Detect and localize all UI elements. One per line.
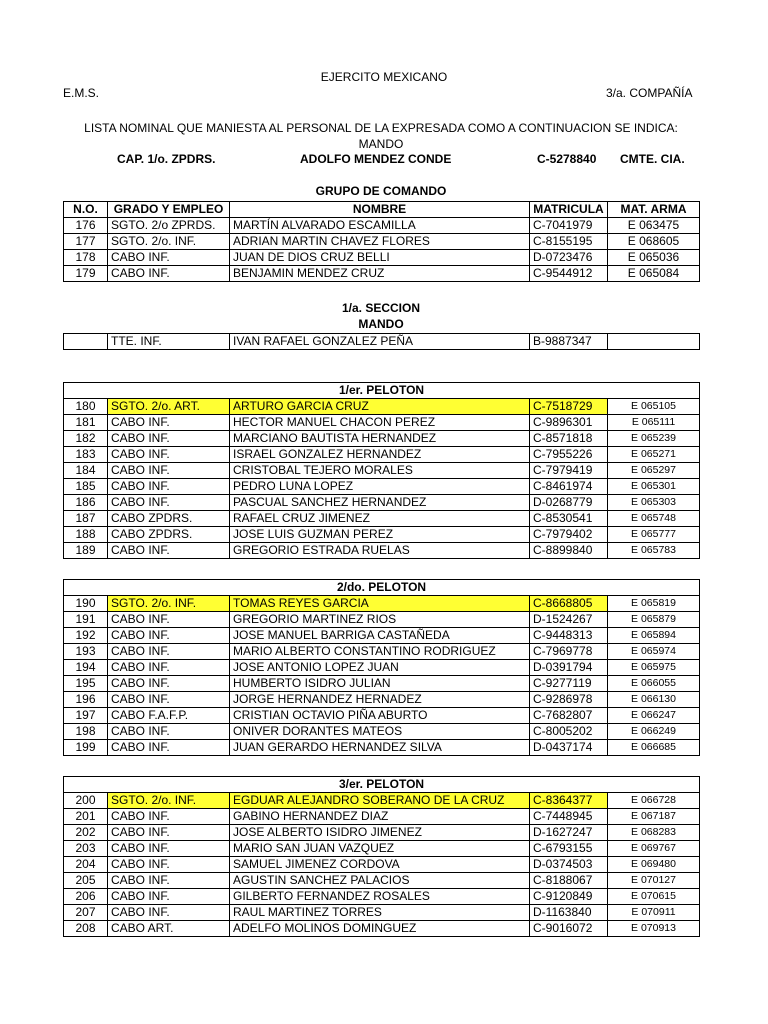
row-matricula: C-8461974 [530, 479, 608, 495]
row-grade: CABO INF. [108, 825, 230, 841]
row-name: PEDRO LUNA LOPEZ [230, 479, 530, 495]
row-name: CRISTIAN OCTAVIO PIÑA ABURTO [230, 708, 530, 724]
row-grade: CABO INF. [108, 628, 230, 644]
commander-role: CMTE. CIA. [620, 152, 685, 166]
row-grade: CABO INF. [108, 873, 230, 889]
table-row [64, 809, 700, 825]
row-name: GREGORIO ESTRADA RUELAS [230, 543, 530, 559]
row-matricula: C-8005202 [530, 724, 608, 740]
row-grade: CABO INF. [108, 841, 230, 857]
row-mat-arma: E 065271 [608, 447, 700, 463]
row-mat-arma: E 065879 [608, 612, 700, 628]
row-name: JOSE MANUEL BARRIGA CASTAÑEDA [230, 628, 530, 644]
row-mat-arma: E 068283 [608, 825, 700, 841]
row-grade: CABO INF. [108, 905, 230, 921]
row-grade: CABO ART. [108, 921, 230, 937]
table-row [64, 234, 700, 250]
table-row [64, 841, 700, 857]
header-left: E.M.S. [63, 86, 100, 100]
row-mat-arma: E 066055 [608, 676, 700, 692]
row-matricula: C-9286978 [530, 692, 608, 708]
row-number: 177 [64, 234, 108, 250]
row-matricula: D-0723476 [530, 250, 608, 266]
table-row [64, 266, 700, 282]
row-grade: CABO INF. [108, 676, 230, 692]
row-name: PASCUAL SANCHEZ HERNANDEZ [230, 495, 530, 511]
peloton-2-table [63, 579, 700, 756]
table-row [64, 334, 700, 350]
row-name: JUAN DE DIOS CRUZ BELLI [230, 250, 530, 266]
row-name: IVAN RAFAEL GONZALEZ PEÑA [230, 334, 530, 350]
row-number: 176 [64, 218, 108, 234]
row-matricula: B-9887347 [530, 334, 608, 350]
row-number: 189 [64, 543, 108, 559]
row-number: 182 [64, 431, 108, 447]
row-number: 205 [64, 873, 108, 889]
row-name: CRISTOBAL TEJERO MORALES [230, 463, 530, 479]
row-name: MARIO SAN JUAN VAZQUEZ [230, 841, 530, 857]
table-row [64, 447, 700, 463]
row-number: 190 [64, 596, 108, 612]
table-row [64, 596, 700, 612]
row-grade: CABO INF. [108, 889, 230, 905]
row-number: 208 [64, 921, 108, 937]
row-grade: SGTO. 2/o. INF. [108, 596, 230, 612]
row-number: 198 [64, 724, 108, 740]
row-matricula: C-9896301 [530, 415, 608, 431]
row-matricula: C-8899840 [530, 543, 608, 559]
row-grade: CABO INF. [108, 857, 230, 873]
peloton-3-table [63, 776, 700, 937]
row-mat-arma: E 066130 [608, 692, 700, 708]
row-matricula: C-8364377 [530, 793, 608, 809]
table-row [64, 527, 700, 543]
row-matricula: C-8530541 [530, 511, 608, 527]
table-row [64, 793, 700, 809]
header-right: 3/a. COMPAÑÍA [606, 86, 693, 100]
row-number: 199 [64, 740, 108, 756]
seccion-mando: MANDO [358, 317, 404, 331]
row-matricula: C-7969778 [530, 644, 608, 660]
commander-matricula: C-5278840 [537, 152, 597, 166]
row-matricula: C-9544912 [530, 266, 608, 282]
commander-rank: CAP. 1/o. ZPDRS. [117, 152, 216, 166]
row-mat-arma: E 066728 [608, 793, 700, 809]
row-number: 186 [64, 495, 108, 511]
document-title: EJERCITO MEXICANO [320, 70, 448, 84]
row-mat-arma: E 065105 [608, 399, 700, 415]
row-matricula: C-8188067 [530, 873, 608, 889]
row-number: 184 [64, 463, 108, 479]
row-number: 185 [64, 479, 108, 495]
row-name: MARIO ALBERTO CONSTANTINO RODRIGUEZ [230, 644, 530, 660]
row-mat-arma: E 069480 [608, 857, 700, 873]
row-name: GABINO HERNANDEZ DIAZ [230, 809, 530, 825]
row-mat-arma: E 068605 [608, 234, 700, 250]
table-row [64, 495, 700, 511]
row-name: ADELFO MOLINOS DOMINGUEZ [230, 921, 530, 937]
row-matricula: D-0391794 [530, 660, 608, 676]
row-mat-arma: E 070913 [608, 921, 700, 937]
table-row [64, 889, 700, 905]
row-mat-arma: E 066685 [608, 740, 700, 756]
mando-label: MANDO [358, 137, 404, 151]
row-name: ISRAEL GONZALEZ HERNANDEZ [230, 447, 530, 463]
row-grade: CABO INF. [108, 724, 230, 740]
row-matricula: C-6793155 [530, 841, 608, 857]
row-number: 202 [64, 825, 108, 841]
row-number: 207 [64, 905, 108, 921]
row-number: 183 [64, 447, 108, 463]
row-grade: CABO INF. [108, 266, 230, 282]
row-grade: CABO INF. [108, 644, 230, 660]
row-grade: CABO INF. [108, 543, 230, 559]
row-mat-arma: E 065303 [608, 495, 700, 511]
row-mat-arma: E 065777 [608, 527, 700, 543]
row-grade: CABO INF. [108, 612, 230, 628]
row-grade: CABO INF. [108, 692, 230, 708]
row-matricula: C-7682807 [530, 708, 608, 724]
row-mat-arma: E 065297 [608, 463, 700, 479]
row-mat-arma: E 065819 [608, 596, 700, 612]
row-number: 196 [64, 692, 108, 708]
table-row [64, 543, 700, 559]
row-name: EGDUAR ALEJANDRO SOBERANO DE LA CRUZ [230, 793, 530, 809]
table-row [64, 479, 700, 495]
row-grade: CABO INF. [108, 447, 230, 463]
column-header: N.O. [64, 202, 108, 218]
row-name: GILBERTO FERNANDEZ ROSALES [230, 889, 530, 905]
row-number: 206 [64, 889, 108, 905]
row-number: 201 [64, 809, 108, 825]
table-row [64, 218, 700, 234]
row-number: 191 [64, 612, 108, 628]
row-number: 188 [64, 527, 108, 543]
column-header: MATRICULA [530, 202, 608, 218]
document-subtitle: LISTA NOMINAL QUE MANIESTA AL PERSONAL DE LA EXPRESADA COMO A CONTINUACION SE INDICA: [84, 121, 678, 135]
row-grade: SGTO. 2/o. ART. [108, 399, 230, 415]
row-number: 204 [64, 857, 108, 873]
table-row [64, 825, 700, 841]
row-name: HUMBERTO ISIDRO JULIAN [230, 676, 530, 692]
table-row [64, 692, 700, 708]
row-number: 187 [64, 511, 108, 527]
row-name: BENJAMIN MENDEZ CRUZ [230, 266, 530, 282]
row-grade: TTE. INF. [108, 334, 230, 350]
row-grade: CABO INF. [108, 415, 230, 431]
table-row [64, 250, 700, 266]
row-number: 178 [64, 250, 108, 266]
row-matricula: C-8155195 [530, 234, 608, 250]
row-number: 181 [64, 415, 108, 431]
peloton-1-table [63, 382, 700, 559]
table-row [64, 399, 700, 415]
row-matricula: C-9448313 [530, 628, 608, 644]
row-name: RAUL MARTINEZ TORRES [230, 905, 530, 921]
row-number: 203 [64, 841, 108, 857]
row-grade: SGTO. 2/o ZPRDS. [108, 218, 230, 234]
row-grade: SGTO. 2/o. INF. [108, 234, 230, 250]
row-grade: CABO INF. [108, 740, 230, 756]
row-mat-arma [608, 334, 700, 350]
row-matricula: C-7979419 [530, 463, 608, 479]
row-mat-arma: E 070911 [608, 905, 700, 921]
row-matricula: C-8668805 [530, 596, 608, 612]
table-row [64, 463, 700, 479]
row-mat-arma: E 065975 [608, 660, 700, 676]
row-name: JUAN GERARDO HERNANDEZ SILVA [230, 740, 530, 756]
row-matricula: D-0374503 [530, 857, 608, 873]
table-row [64, 921, 700, 937]
row-name: JOSE LUIS GUZMAN PEREZ [230, 527, 530, 543]
row-mat-arma: E 065301 [608, 479, 700, 495]
row-mat-arma: E 065783 [608, 543, 700, 559]
row-grade: SGTO. 2/o. INF. [108, 793, 230, 809]
row-mat-arma: E 065974 [608, 644, 700, 660]
row-mat-arma: E 066249 [608, 724, 700, 740]
column-header: NOMBRE [230, 202, 530, 218]
table-row [64, 857, 700, 873]
table-row [64, 660, 700, 676]
row-mat-arma: E 070615 [608, 889, 700, 905]
table-row [64, 905, 700, 921]
peloton-title-row [64, 580, 700, 596]
row-mat-arma: E 065894 [608, 628, 700, 644]
row-grade: CABO INF. [108, 431, 230, 447]
peloton-title-row [64, 777, 700, 793]
row-name: ADRIAN MARTIN CHAVEZ FLORES [230, 234, 530, 250]
row-name: JORGE HERNANDEZ HERNADEZ [230, 692, 530, 708]
peloton-title: 3/er. PELOTON [64, 777, 700, 793]
table-row [64, 676, 700, 692]
row-matricula: D-0268779 [530, 495, 608, 511]
row-mat-arma: E 065748 [608, 511, 700, 527]
row-name: AGUSTIN SANCHEZ PALACIOS [230, 873, 530, 889]
row-number: 197 [64, 708, 108, 724]
table-row [64, 511, 700, 527]
peloton-title: 2/do. PELOTON [64, 580, 700, 596]
row-name: JOSE ANTONIO LOPEZ JUAN [230, 660, 530, 676]
row-matricula: C-7955226 [530, 447, 608, 463]
row-matricula: C-7979402 [530, 527, 608, 543]
row-grade: CABO INF. [108, 809, 230, 825]
row-number: 200 [64, 793, 108, 809]
peloton-title: 1/er. PELOTON [64, 383, 700, 399]
row-matricula: D-1163840 [530, 905, 608, 921]
table-row [64, 724, 700, 740]
seccion-table [63, 333, 700, 350]
row-grade: CABO INF. [108, 250, 230, 266]
row-matricula: D-0437174 [530, 740, 608, 756]
grupo-comando-title: GRUPO DE COMANDO [315, 184, 447, 198]
row-matricula: C-9016072 [530, 921, 608, 937]
row-matricula: C-7041979 [530, 218, 608, 234]
row-name: MARTÍN ALVARADO ESCAMILLA [230, 218, 530, 234]
row-matricula: D-1524267 [530, 612, 608, 628]
row-mat-arma: E 067187 [608, 809, 700, 825]
row-matricula: D-1627247 [530, 825, 608, 841]
table-row [64, 708, 700, 724]
row-matricula: C-9277119 [530, 676, 608, 692]
row-grade: CABO F.A.F.P. [108, 708, 230, 724]
row-mat-arma: E 063475 [608, 218, 700, 234]
seccion-title: 1/a. SECCION [341, 301, 421, 315]
commander-name: ADOLFO MENDEZ CONDE [300, 152, 452, 166]
row-number: 192 [64, 628, 108, 644]
row-mat-arma: E 065036 [608, 250, 700, 266]
row-grade: CABO INF. [108, 660, 230, 676]
row-mat-arma: E 065111 [608, 415, 700, 431]
row-number [64, 334, 108, 350]
table-row [64, 644, 700, 660]
row-grade: CABO ZPDRS. [108, 511, 230, 527]
row-name: ARTURO GARCIA CRUZ [230, 399, 530, 415]
row-number: 179 [64, 266, 108, 282]
row-matricula: C-7448945 [530, 809, 608, 825]
table-row [64, 628, 700, 644]
row-number: 193 [64, 644, 108, 660]
peloton-title-row [64, 383, 700, 399]
grupo-comando-body [64, 218, 700, 282]
column-header: MAT. ARMA [608, 202, 700, 218]
row-grade: CABO ZPDRS. [108, 527, 230, 543]
row-matricula: C-9120849 [530, 889, 608, 905]
table-row [64, 740, 700, 756]
row-matricula: C-8571818 [530, 431, 608, 447]
row-name: JOSE ALBERTO ISIDRO JIMENEZ [230, 825, 530, 841]
row-number: 195 [64, 676, 108, 692]
column-header: GRADO Y EMPLEO [108, 202, 230, 218]
table-row [64, 415, 700, 431]
table-row [64, 431, 700, 447]
row-mat-arma: E 065084 [608, 266, 700, 282]
grupo-comando-table [63, 201, 700, 282]
row-mat-arma: E 065239 [608, 431, 700, 447]
row-mat-arma: E 066247 [608, 708, 700, 724]
row-matricula: C-7518729 [530, 399, 608, 415]
table-row [64, 612, 700, 628]
row-mat-arma: E 069767 [608, 841, 700, 857]
row-grade: CABO INF. [108, 495, 230, 511]
row-number: 180 [64, 399, 108, 415]
row-name: ONIVER DORANTES MATEOS [230, 724, 530, 740]
table-row [64, 873, 700, 889]
row-grade: CABO INF. [108, 463, 230, 479]
row-grade: CABO INF. [108, 479, 230, 495]
row-mat-arma: E 070127 [608, 873, 700, 889]
row-name: RAFAEL CRUZ JIMENEZ [230, 511, 530, 527]
row-name: GREGORIO MARTINEZ RIOS [230, 612, 530, 628]
table-header-row [64, 202, 700, 218]
row-name: MARCIANO BAUTISTA HERNANDEZ [230, 431, 530, 447]
row-name: HECTOR MANUEL CHACON PEREZ [230, 415, 530, 431]
row-name: TOMAS REYES GARCIA [230, 596, 530, 612]
row-number: 194 [64, 660, 108, 676]
row-name: SAMUEL JIMENEZ CORDOVA [230, 857, 530, 873]
